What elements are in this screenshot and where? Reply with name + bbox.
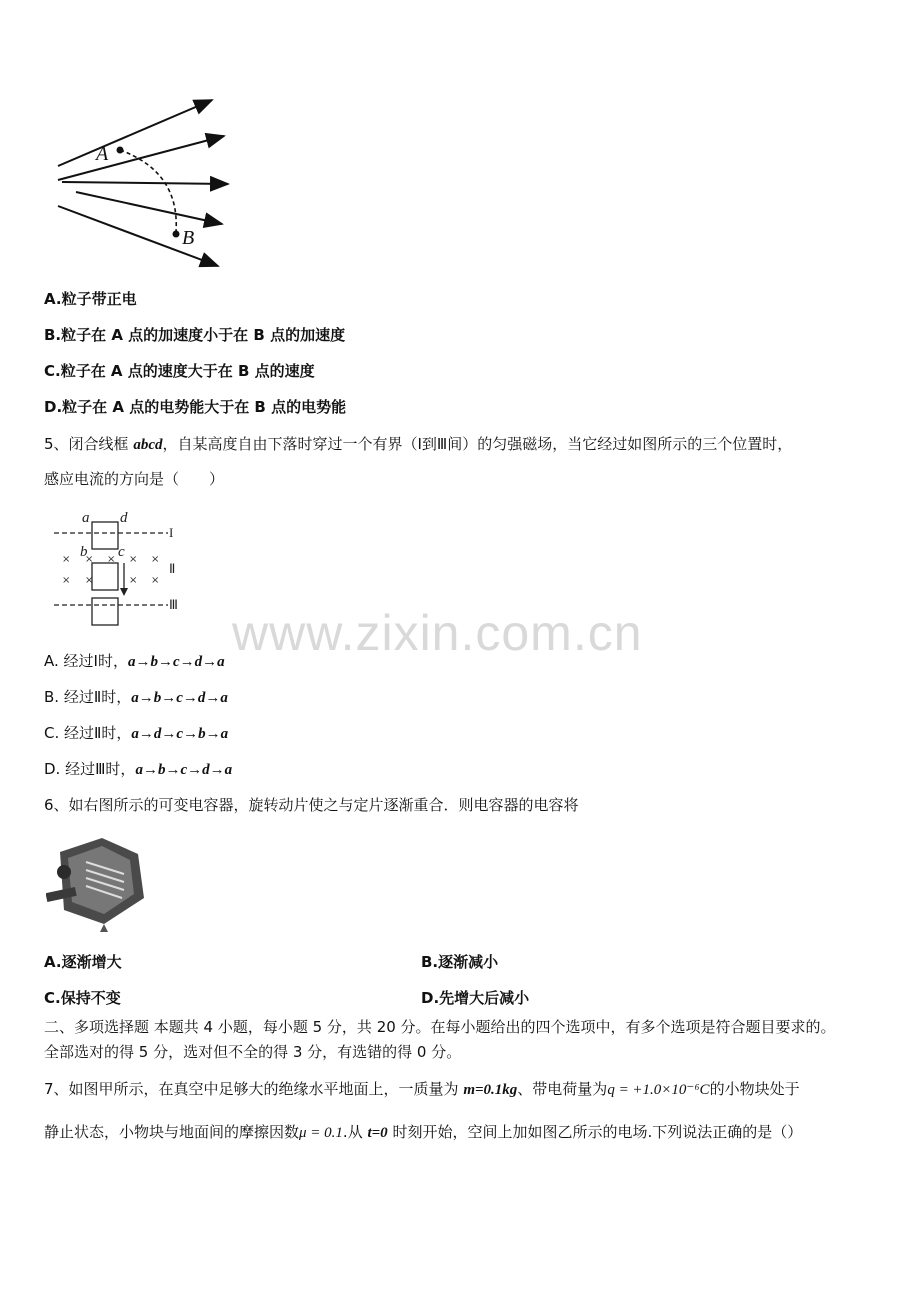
q5-stem-var: abcd: [133, 437, 163, 453]
svg-text:I: I: [169, 525, 174, 540]
q4-option-d: D.粒子在 A 点的电势能大于在 B 点的电势能: [44, 398, 347, 416]
frame-position-3: [92, 598, 118, 625]
q7-t0: t=0: [367, 1125, 388, 1141]
svg-text:d: d: [120, 510, 128, 526]
svg-text:Ⅲ: Ⅲ: [169, 597, 178, 612]
svg-text:×: ×: [151, 554, 160, 565]
q5-option-b: B. 经过Ⅱ时，a→b→c→d→a: [44, 688, 228, 706]
point-b-dot: [173, 231, 180, 238]
field-line: [62, 182, 228, 184]
q5-option-c: C. 经过Ⅱ时，a→d→c→b→a: [44, 724, 229, 742]
svg-text:×: ×: [85, 554, 94, 565]
q7-mu: μ = 0.1: [299, 1125, 343, 1141]
svg-text:×: ×: [85, 575, 94, 586]
q5-stem-line2: 感应电流的方向是（ ）: [44, 470, 225, 488]
svg-text:×: ×: [62, 554, 71, 565]
q5-stem: [44, 434, 792, 455]
frame-position-1: [92, 522, 118, 549]
q4-option-a: A.粒子带正电: [44, 290, 137, 308]
point-a-dot: [117, 147, 124, 154]
svg-text:×: ×: [107, 554, 116, 565]
q5-stem-prefix: 5、闭合线框: [44, 435, 134, 453]
q4-option-b: B.粒子在 A 点的加速度小于在 B 点的加速度: [44, 326, 346, 344]
watermark: www.zixin.com.cn: [232, 605, 643, 661]
point-b-label: B: [182, 227, 195, 249]
q6-option-c: C.保持不变: [44, 989, 121, 1007]
q7-charge: q = +1.0×10⁻⁶C: [607, 1082, 710, 1098]
q7-mass: m=0.1kg: [463, 1082, 518, 1098]
frame-position-2: [92, 563, 118, 590]
field-line: [58, 136, 224, 180]
q5-stem-rest: ，自某高度自由下落时穿过一个有界（Ⅰ到Ⅲ间）的匀强磁场，当它经过如图所示的三个位置时，: [162, 435, 793, 453]
q6-option-d: D.先增大后减小: [421, 989, 530, 1007]
point-a-label: A: [96, 143, 109, 165]
electric-field-figure: [50, 92, 240, 272]
q6-stem: 6、如右图所示的可变电容器，旋转动片使之与定片逐渐重合．则电容器的电容将: [44, 796, 579, 814]
svg-text:×: ×: [151, 575, 160, 586]
q7-stem-line2: 静止状态，小物块与地面间的摩擦因数μ = 0.1.从 t=0 时刻开始，空间上加如图乙所示的电场.下列说法正确的是（）: [44, 1123, 803, 1141]
svg-text:c: c: [118, 544, 125, 560]
svg-text:Ⅱ: Ⅱ: [169, 561, 176, 576]
svg-text:×: ×: [129, 575, 138, 586]
svg-text:×: ×: [129, 554, 138, 565]
svg-text:×: ×: [62, 575, 71, 586]
q7-stem-line1: 7、如图甲所示，在真空中足够大的绝缘水平地面上，一质量为 m=0.1kg、带电荷量为q = +1.0×10⁻⁶C的小物块处于: [44, 1080, 800, 1098]
q5-option-d: D. 经过Ⅲ时，a→b→c→d→a: [44, 760, 233, 778]
field-line: [76, 192, 222, 224]
q5-option-a: A. 经过Ⅰ时，a→b→c→d→a: [44, 652, 225, 670]
q6-option-a: A.逐渐增大: [44, 953, 122, 971]
svg-text:a: a: [82, 510, 90, 526]
variable-capacitor-image: [46, 832, 146, 932]
section2-rules: 全部选对的得 5 分，选对但不全的得 3 分，有选错的得 0 分。: [44, 1043, 462, 1061]
q6-option-b: B.逐渐减小: [421, 953, 499, 971]
svg-text:b: b: [80, 544, 88, 560]
section2-heading: 二、多项选择题 本题共 4 小题，每小题 5 分，共 20 分。在每小题给出的四个选项中，有多个选项是符合题目要求的。: [44, 1018, 836, 1036]
magnetic-field-figure: [50, 506, 190, 632]
q4-option-c: C.粒子在 A 点的速度大于在 B 点的速度: [44, 362, 315, 380]
